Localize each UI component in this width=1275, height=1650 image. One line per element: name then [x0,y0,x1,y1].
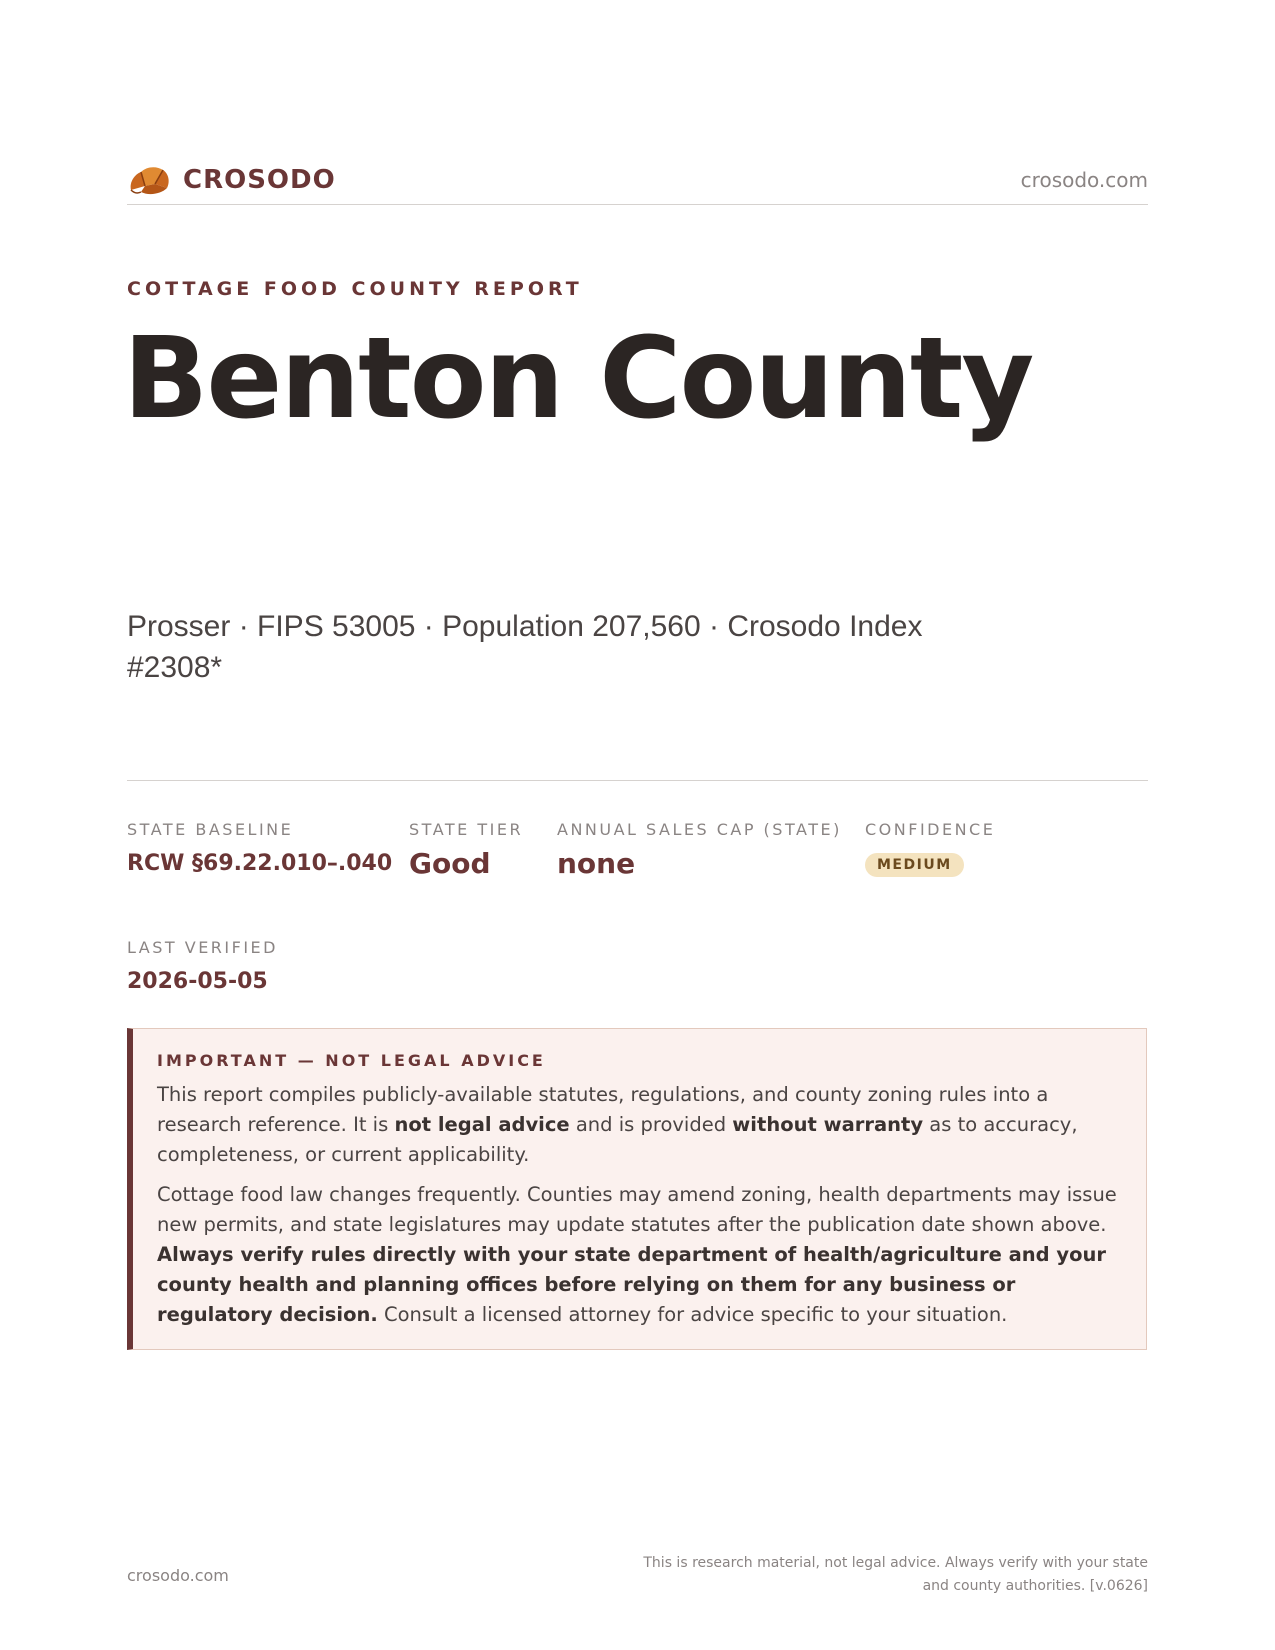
report-page [123,0,1148,1650]
stat-sales-cap [557,820,842,880]
stat-confidence [865,820,995,877]
stat-value: none [557,847,636,880]
divider [127,780,1148,781]
brand-name: CROSODO [183,165,336,195]
site-link[interactable]: crosodo.com [1020,168,1148,192]
stat-value: Good [409,847,491,880]
stat-value: RCW §69.22.010–.040 [127,851,393,876]
page-title: Benton County [123,314,1033,444]
notice-text: Cottage food law changes frequently. Counties may amend zoning, health departments may issue new permits, and state legislatures may update statutes after the publication date shown above. [157,1183,1117,1236]
notice-emphasis: not legal advice [394,1113,570,1136]
notice-emphasis: Always verify rules directly with your state department of health/agriculture and your county health and planning offices before relying on them for any business or regulatory decision. [157,1243,1107,1326]
brand[interactable] [127,160,336,200]
croissant-icon [127,160,171,200]
notice-text: Consult a licensed attorney for advice specific to your situation. [377,1303,1008,1326]
legal-notice [127,1028,1147,1350]
notice-paragraph [157,1180,1120,1330]
stat-state-tier [409,820,523,880]
notice-paragraph [157,1080,1120,1170]
page-header [127,158,1148,205]
stat-label: STATE BASELINE [127,820,294,839]
notice-text: as to accuracy, completeness, or current applicability. [157,1113,1078,1166]
stat-label: LAST VERIFIED [127,938,278,957]
confidence-badge: MEDIUM [865,853,964,877]
notice-text: This report compiles publicly-available statutes, regulations, and county zoning rules into a research reference. It is [157,1083,1049,1136]
stat-label: STATE TIER [409,820,524,839]
notice-emphasis: without warranty [732,1113,924,1136]
footer-site[interactable]: crosodo.com [127,1566,229,1585]
stat-state-baseline [127,820,392,876]
footer-disclaimer: This is research material, not legal advice. Always verify with your state and county authorities. [v.0626] [643,1555,1148,1594]
stat-value: 2026-05-05 [127,969,268,994]
notice-heading: IMPORTANT — NOT LEGAL ADVICE [157,1051,546,1070]
stat-label: CONFIDENCE [865,820,996,839]
report-eyebrow: COTTAGE FOOD COUNTY REPORT [127,278,583,300]
stat-label: ANNUAL SALES CAP (STATE) [557,820,842,839]
stat-last-verified [127,938,278,994]
notice-text: and is provided [569,1113,733,1136]
county-summary: Prosser · FIPS 53005 · Population 207,560 · Crosodo Index #2308* [127,610,923,684]
